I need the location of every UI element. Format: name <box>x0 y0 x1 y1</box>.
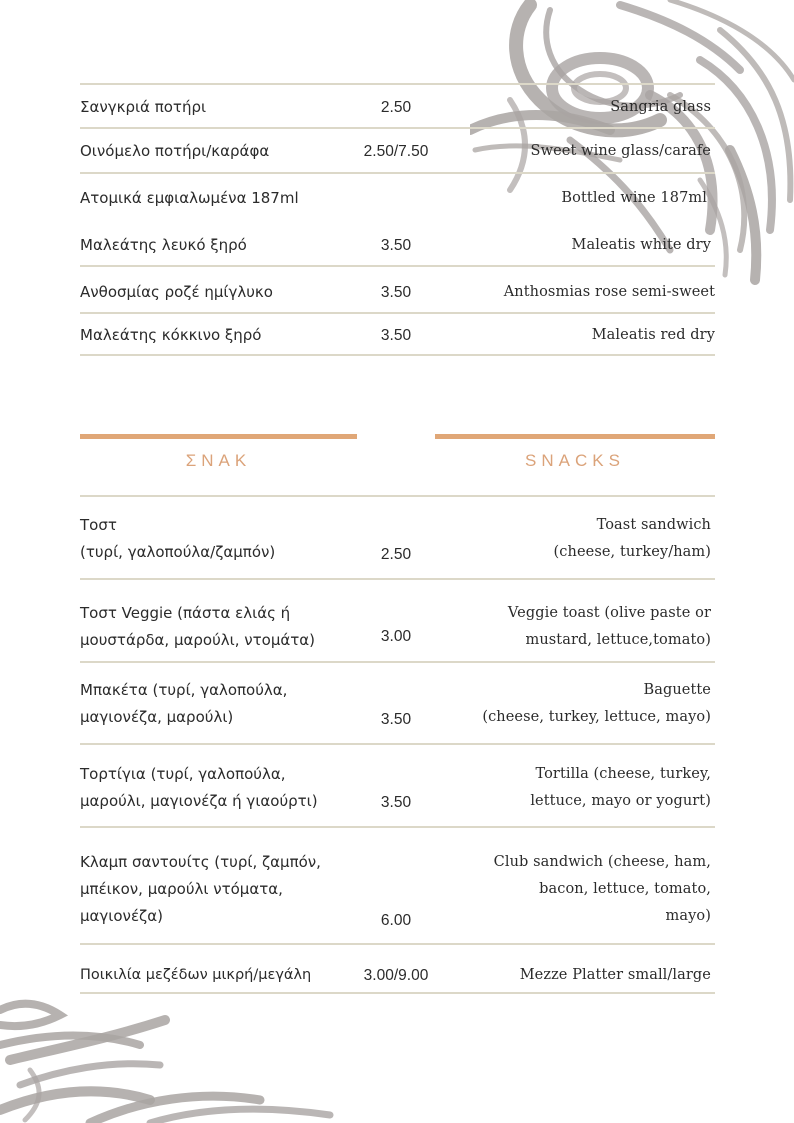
item-name-english-line: Veggie toast (olive paste or <box>507 605 711 621</box>
item-name-english <box>530 761 711 815</box>
item-name-greek: Ανθοσμίας ροζέ ημίγλυκο <box>80 283 273 301</box>
divider <box>80 992 715 994</box>
divider <box>80 172 715 174</box>
divider <box>80 265 715 267</box>
divider <box>80 578 715 580</box>
item-name-english-line: (cheese, turkey/ham) <box>553 544 711 560</box>
item-name-english: Sangria glass <box>610 99 711 115</box>
item-name-english-line: lettuce, mayo or yogurt) <box>530 793 711 809</box>
item-name-greek-line: Μπακέτα (τυρί, γαλοπούλα, <box>80 681 288 699</box>
item-name-greek <box>80 849 321 930</box>
section-title-english: SNACKS <box>525 451 625 470</box>
item-name-greek: Μαλεάτης κόκκινο ξηρό <box>80 326 262 344</box>
item-name-english: Sweet wine glass/carafe <box>530 143 711 159</box>
item-name-greek <box>80 761 318 815</box>
section-bar-english <box>435 434 715 439</box>
item-name-english-line: Mezze Platter small/large <box>519 967 711 983</box>
item-name-english <box>508 600 711 654</box>
divider <box>80 354 715 356</box>
item-name-english: Bottled wine 187ml <box>561 190 707 206</box>
item-name-greek <box>80 512 275 566</box>
section-bar-greek <box>80 434 357 439</box>
item-name-greek-line: (τυρί, γαλοπούλα/ζαμπόν) <box>80 543 276 561</box>
item-price: 3.50 <box>380 284 412 301</box>
item-name-english <box>554 512 711 566</box>
item-price: 2.50 <box>380 546 412 563</box>
item-name-english-line: Club sandwich (cheese, ham, <box>493 854 711 870</box>
item-name-greek-line: μαγιονέζα, μαρούλι) <box>80 708 234 726</box>
item-name-greek <box>80 962 311 989</box>
divider <box>80 127 715 129</box>
item-name-greek-line: Τορτίγια (τυρί, γαλοπούλα, <box>80 765 286 783</box>
item-price: 3.00/9.00 <box>363 967 429 984</box>
item-name-english-line: bacon, lettuce, tomato, <box>539 881 711 897</box>
divider <box>80 495 715 497</box>
item-name-greek: Οινόμελο ποτήρι/καράφα <box>80 142 270 160</box>
item-name-greek-line: μαγιονέζα) <box>80 907 163 925</box>
item-name-greek <box>80 677 287 731</box>
divider <box>80 743 715 745</box>
divider <box>80 312 715 314</box>
item-name-english-line: (cheese, turkey, lettuce, mayo) <box>482 709 711 725</box>
item-name-english-line: mustard, lettuce,tomato) <box>525 632 711 648</box>
item-price: 3.00 <box>380 628 412 645</box>
divider <box>80 826 715 828</box>
item-name-english-line: mayo) <box>665 908 711 924</box>
item-name-greek-line: μπέικον, μαρούλι ντόματα, <box>80 880 283 898</box>
item-name-english: Maleatis red dry <box>591 327 715 343</box>
divider <box>80 83 715 85</box>
item-name-greek: Σανγκριά ποτήρι <box>80 98 207 116</box>
item-name-english: Maleatis white dry <box>571 237 711 253</box>
item-name-greek: Μαλεάτης λευκό ξηρό <box>80 236 247 254</box>
item-name-greek-line: μαρούλι, μαγιονέζα ή γιαούρτι) <box>80 792 318 810</box>
item-name-greek-line: Τοστ <box>80 516 117 534</box>
divider <box>80 943 715 945</box>
item-name-greek-line: Κλαμπ σαντουίτς (τυρί, ζαμπόν, <box>80 853 321 871</box>
item-name-english <box>520 962 711 989</box>
divider <box>80 661 715 663</box>
leaf-illustration-bottom <box>0 990 340 1123</box>
item-price: 6.00 <box>380 912 412 929</box>
item-price: 2.50 <box>380 99 412 116</box>
item-name-greek <box>80 600 315 654</box>
item-price: 2.50/7.50 <box>363 143 429 160</box>
item-price: 3.50 <box>380 794 412 811</box>
item-price: 3.50 <box>380 327 412 344</box>
item-name-greek-line: μουστάρδα, μαρούλι, ντομάτα) <box>80 631 316 649</box>
item-name-english-line: Toast sandwich <box>596 517 711 533</box>
item-price: 3.50 <box>380 237 412 254</box>
item-name-english-line: Baguette <box>643 682 711 698</box>
item-name-english <box>482 677 711 731</box>
item-name-english: Anthosmias rose semi-sweet <box>503 284 715 300</box>
item-price: 3.50 <box>380 711 412 728</box>
item-name-english-line: Tortilla (cheese, turkey, <box>535 766 711 782</box>
item-name-english <box>494 849 711 930</box>
section-title-greek: ΣΝΑΚ <box>185 451 252 470</box>
item-name-greek: Ατομικά εμφιαλωμένα 187ml <box>80 189 299 207</box>
item-name-greek-line: Τοστ Veggie (πάστα ελιάς ή <box>80 604 291 622</box>
item-name-greek-line: Ποικιλία μεζέδων μικρή/μεγάλη <box>80 967 312 983</box>
